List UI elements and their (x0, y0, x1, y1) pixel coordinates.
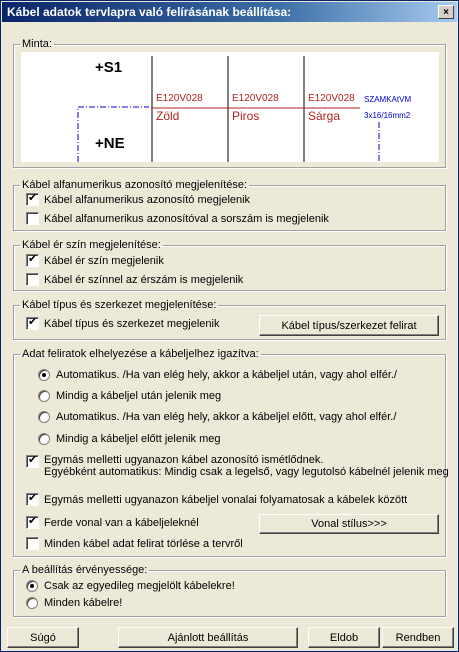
placement-repeat-label (44, 454, 449, 478)
alfanum-opt2-checkbox[interactable] (26, 212, 329, 225)
preview-legend: Minta: (22, 38, 52, 50)
validity-r1-label: Csak az egyedileg megjelölt kábelekre! (44, 580, 235, 592)
placement-delete-checkbox[interactable] (26, 537, 243, 550)
placement-radio-1[interactable] (38, 369, 397, 381)
color-opt2-label: Kábel ér színnel az érszám is megjelenik (44, 273, 244, 286)
color-opt1-checkbox[interactable] (26, 254, 164, 267)
preview-drawing (21, 52, 439, 162)
checkbox-checked-icon[interactable] (26, 317, 39, 330)
ok-button[interactable]: Rendben (382, 627, 454, 648)
alfanum-legend: Kábel alfanumerikus azonosító megjelenítése: (22, 179, 248, 191)
placement-radio-4[interactable] (38, 433, 220, 445)
radio-selected-icon[interactable] (38, 369, 50, 381)
radio-empty-icon[interactable] (38, 411, 50, 423)
radio-empty-icon[interactable] (26, 597, 38, 609)
window-title: Kábel adatok tervlapra való felírásának beállítása: (7, 5, 292, 19)
alfanum-opt2-label: Kábel alfanumerikus azonosítóval a sorszám is megjelenik (44, 212, 329, 225)
color-legend: Kábel ér szín megjelenítése: (22, 239, 161, 251)
placement-r2-label: Mindig a kábeljel után jelenik meg (56, 390, 222, 402)
placement-delete-label: Minden kábel adat felirat törlése a tervről (44, 537, 243, 550)
preview-canvas (21, 52, 439, 162)
color-2: Piros (232, 109, 260, 123)
color-opt1-label: Kábel ér szín megjelenik (44, 254, 164, 267)
color-3: Sárga (308, 109, 341, 123)
title-bar (2, 2, 457, 22)
discard-button[interactable]: Eldob (308, 627, 380, 648)
placement-radio-3[interactable] (38, 411, 396, 423)
validity-radio-2[interactable] (26, 597, 122, 609)
placement-continuous-label: Egymás melletti ugyanazon kábeljel vonalai folyamatosak a kábelek között (44, 493, 408, 506)
placement-repeat-checkbox[interactable] (26, 454, 449, 478)
checkbox-checked-icon[interactable] (26, 493, 39, 506)
type-spec: 3x16/16mm2 (364, 111, 411, 120)
color-opt2-checkbox[interactable] (26, 273, 243, 286)
validity-radio-1[interactable] (26, 580, 235, 592)
code-2: E120V028 (232, 93, 279, 104)
color-1: Zöld (156, 109, 180, 123)
type-legend: Kábel típus és szerkezet megjelenítése: (22, 299, 217, 311)
checkbox-checked-icon[interactable] (26, 254, 39, 267)
checkbox-checked-icon[interactable] (26, 516, 39, 529)
code-3: E120V028 (308, 93, 355, 104)
validity-legend: A beállítás érvényessége: (22, 564, 148, 576)
type-opt1-label: Kábel típus és szerkezet megjelenik (44, 317, 220, 330)
checkbox-empty-icon[interactable] (26, 273, 39, 286)
type-label: SZAMKAtVM (364, 95, 412, 104)
placement-r1-label: Automatikus. /Ha van elég hely, akkor a kábeljel után, vagy ahol elfér./ (56, 369, 397, 381)
checkbox-checked-icon[interactable] (26, 455, 39, 468)
placement-legend: Adat feliratok elhelyezése a kábeljelhez igazítva: (22, 348, 259, 360)
close-icon: × (443, 6, 449, 18)
type-label-button[interactable]: Kábel típus/szerkezet felirat (259, 315, 439, 336)
label-s1: +S1 (95, 59, 123, 76)
type-opt1-checkbox[interactable] (26, 317, 219, 330)
placement-r3-label: Automatikus. /Ha van elég hely, akkor a kábeljel előtt, vagy ahol elfér./ (56, 411, 397, 423)
radio-empty-icon[interactable] (38, 390, 50, 402)
recommended-settings-button[interactable]: Ajánlott beállítás (118, 627, 298, 648)
alfanum-opt1-checkbox[interactable] (26, 193, 250, 206)
placement-repeat-line2: Egyébként automatikus: Mindig csak a legelső, vagy legutolsó kábelnél jelenik meg (44, 466, 449, 478)
checkbox-empty-icon[interactable] (26, 537, 39, 550)
checkbox-empty-icon[interactable] (26, 212, 39, 225)
placement-radio-2[interactable] (38, 390, 221, 402)
alfanum-opt1-label: Kábel alfanumerikus azonosító megjelenik (44, 193, 251, 206)
placement-r4-label: Mindig a kábeljel előtt jelenik meg (56, 433, 221, 445)
help-button[interactable]: Súgó (7, 627, 79, 648)
checkbox-checked-icon[interactable] (26, 193, 39, 206)
radio-selected-icon[interactable] (26, 580, 38, 592)
placement-slant-checkbox[interactable] (26, 516, 199, 529)
label-ne: +NE (95, 135, 125, 152)
placement-continuous-checkbox[interactable] (26, 493, 407, 506)
close-button[interactable] (438, 5, 454, 19)
validity-r2-label: Minden kábelre! (44, 597, 123, 609)
placement-slant-label: Ferde vonal van a kábeljeleknél (44, 516, 199, 529)
radio-empty-icon[interactable] (38, 433, 50, 445)
code-1: E120V028 (156, 93, 203, 104)
placement-repeat-line1: Egymás melletti ugyanazon kábel azonosító ismétlődnek. (44, 454, 324, 466)
line-style-button[interactable]: Vonal stílus>>> (259, 514, 439, 534)
